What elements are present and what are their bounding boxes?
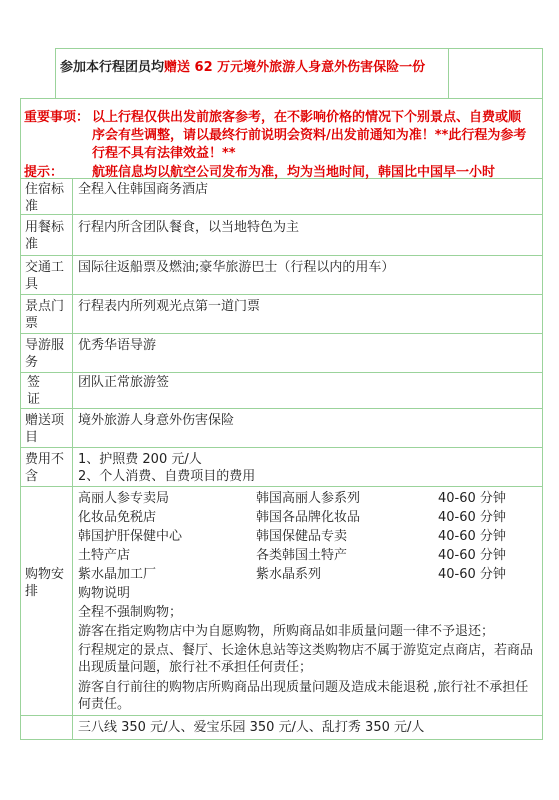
gift-text	[60, 56, 425, 75]
shop-time: 40-60 分钟	[438, 567, 506, 582]
shop-time: 40-60 分钟	[438, 491, 506, 506]
row-value-gift: 境外旅游人身意外伤害保险	[78, 413, 235, 428]
row-value-tickets: 行程表内所列观光点第一道门票	[78, 299, 261, 314]
shop-product: 韩国高丽人参系列	[256, 491, 361, 506]
row-value-meals: 行程内所含团队餐食，以当地特色为主	[78, 220, 300, 235]
row-value-visa: 团队正常旅游签	[78, 375, 170, 390]
row-label-gift: 赠送项目	[25, 413, 65, 445]
notice-line-4: 航班信息均以航空公司发布为准，均为当地时间，韩国比中国早一小时	[92, 165, 496, 180]
notice-line-2: 序会有些调整，请以最终行前说明会资料/出发前通知为准！**此行程为参考	[92, 128, 527, 143]
row-label-visa: 签证	[27, 375, 49, 407]
row-label-fees: 费用不含	[25, 452, 65, 484]
row-value-transport: 国际往返船票及燃油;豪华旅游巴士（行程以内的用车）	[78, 260, 395, 275]
fees-line-2: 2、个人消费、自费项目的费用	[78, 469, 256, 484]
shopping-note-4: 游客自行前往的购物店所购商品出现质量问题及造成未能退税 ,旅行社不承担任何责任。	[78, 680, 529, 712]
shopping-note-3: 行程规定的景点、餐厅、长途休息站等这类购物店不属于游览定点商店，若商品出现质量问题，旅行社不承担任何责任；	[78, 643, 534, 675]
shop-store: 化妆品免税店	[78, 510, 157, 525]
row-label-meals: 用餐标准	[25, 220, 65, 252]
row-label-transport: 交通工具	[25, 260, 65, 292]
row-value-lodging: 全程入住韩国商务酒店	[78, 182, 209, 197]
gift-highlight: 赠送 62 万元境外旅游人身意外伤害保险一份	[164, 60, 426, 75]
notice-line-3: 行程不具有法律效益！**	[92, 146, 236, 161]
notice-label-tip: 提示：	[24, 165, 64, 180]
shopping-note-2: 游客在指定购物店中为自愿购物，所购商品如非质量问题一律不予退还；	[78, 624, 495, 639]
shop-product: 韩国各品牌化妆品	[256, 510, 361, 525]
shop-store: 土特产店	[78, 548, 131, 563]
shop-product: 各类韩国土特产	[256, 548, 348, 563]
shop-store: 韩国护肝保健中心	[78, 529, 183, 544]
optional-items-line: 三八线 350 元/人、爱宝乐园 350 元/人、乱打秀 350 元/人	[78, 720, 425, 735]
shop-time: 40-60 分钟	[438, 529, 506, 544]
row-label-shopping: 购物安排	[25, 567, 65, 599]
row-label-guide: 导游服务	[25, 338, 65, 370]
row-value-guide: 优秀华语导游	[78, 338, 157, 353]
shop-store: 高丽人参专卖局	[78, 491, 170, 506]
shop-store: 紫水晶加工厂	[78, 567, 157, 582]
row-label-lodging: 住宿标准	[25, 182, 65, 214]
fees-line-1: 1、护照费 200 元/人	[78, 452, 202, 467]
shopping-note-1: 全程不强制购物；	[78, 605, 183, 620]
shopping-notes-title: 购物说明	[78, 586, 131, 601]
gift-prefix: 参加本行程团员均	[60, 60, 165, 75]
row-label-tickets: 景点门票	[25, 299, 65, 331]
shop-product: 韩国保健品专卖	[256, 529, 348, 544]
shop-product: 紫水晶系列	[256, 567, 322, 582]
shop-time: 40-60 分钟	[438, 510, 506, 525]
notice-line-1: 以上行程仅供出发前旅客参考，在不影响价格的情况下个别景点、自费或顺	[92, 110, 522, 125]
notice-label-important: 重要事项：	[24, 110, 90, 125]
shop-time: 40-60 分钟	[438, 548, 506, 563]
